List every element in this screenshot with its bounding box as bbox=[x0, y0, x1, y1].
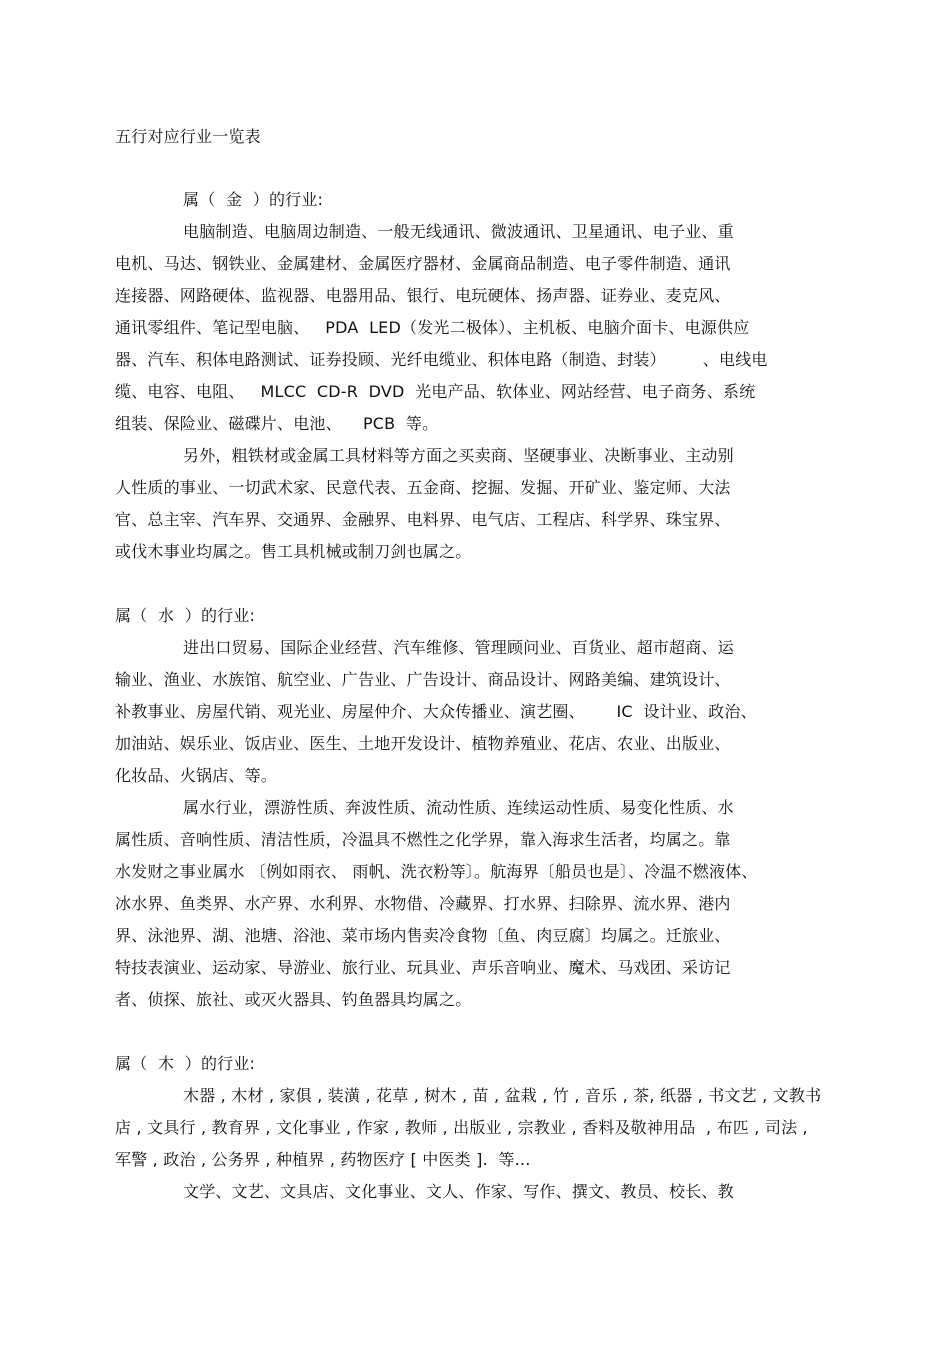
water-line: 进出口贸易、国际企业经营、汽车维修、管理顾问业、百货业、超市超商、运 bbox=[183, 638, 734, 657]
metal-extra-line: 人性质的事业、一切武术家、民意代表、五金商、挖掘、发掘、开矿业、鉴定师、大法 bbox=[115, 478, 731, 497]
metal-line: 电脑制造、电脑周边制造、一般无线通讯、微波通讯、卫星通讯、电子业、重 bbox=[183, 222, 734, 241]
water-extra-line: 冰水界、鱼类界、水产界、水利界、水物借、冷藏界、打水界、扫除界、流水界、港内 bbox=[115, 894, 731, 913]
water-line: 补教事业、房屋代销、观光业、房屋仲介、大众传播业、演艺圈、 IC 设计业、政治、 bbox=[115, 702, 757, 721]
wood-line: 木器 , 木材 , 家俱 , 装潢 , 花草 , 树木 , 苗 , 盆栽 , 竹 , 音乐 , 茶, 纸器 , 书文艺 , 文教书 bbox=[183, 1086, 822, 1105]
metal-line: 通讯零组件、笔记型电脑、 PDA LED（发光二极体）、主机板、电脑介面卡、电源供应 bbox=[115, 318, 750, 337]
water-line: 加油站、娱乐业、饭店业、医生、土地开发设计、植物养殖业、花店、农业、出版业、 bbox=[115, 734, 731, 753]
metal-line: 连接器、网路硬体、监视器、电器用品、银行、电玩硬体、扬声器、证券业、麦克风、 bbox=[115, 286, 731, 305]
metal-extra-line: 官、总主宰、汽车界、交通界、金融界、电料界、电气店、工程店、科学界、珠宝界、 bbox=[115, 510, 731, 529]
water-heading: 属（ 水 ）的行业: bbox=[115, 606, 256, 625]
metal-line: 组装、保险业、磁碟片、电池、 PCB 等。 bbox=[115, 414, 439, 433]
water-extra-line: 界、泳池界、湖、池塘、浴池、菜市场内售卖冷食物〔鱼、肉豆腐〕均属之。迁旅业、 bbox=[115, 926, 731, 945]
wood-heading: 属（ 木 ）的行业: bbox=[115, 1054, 256, 1073]
metal-heading: 属（ 金 ）的行业: bbox=[183, 190, 324, 209]
metal-extra-line: 另外，粗铁材或金属工具材料等方面之买卖商、坚硬事业、决断事业、主动别 bbox=[183, 446, 734, 465]
metal-line: 器、汽车、积体电路测试、证券投顾、光纤电缆业、积体电路（制造、封装） 、电线电 bbox=[115, 350, 768, 369]
metal-line: 缆、电容、电阻、 MLCC CD-R DVD 光电产品、软体业、网站经营、电子商务、系统 bbox=[115, 382, 756, 401]
water-line: 化妆品、火锅店、等。 bbox=[115, 766, 278, 785]
metal-line: 电机、马达、钢铁业、金属建材、金属医疗器材、金属商品制造、电子零件制造、通讯 bbox=[115, 254, 731, 273]
water-extra-line: 属水行业，漂游性质、奔波性质、流动性质、连续运动性质、易变化性质、水 bbox=[183, 798, 734, 817]
water-line: 输业、渔业、水族馆、航空业、广告业、广告设计、商品设计、网路美编、建筑设计、 bbox=[115, 670, 731, 689]
doc-title: 五行对应行业一览表 bbox=[115, 127, 261, 146]
water-extra-line: 特技表演业、运动家、导游业、旅行业、玩具业、声乐音响业、魔术、马戏团、采访记 bbox=[115, 958, 731, 977]
water-extra-line: 水发财之事业属水 〔例如雨衣、 雨帆、洗衣粉等〕。航海界〔船员也是〕、冷温不燃液体、 bbox=[115, 862, 758, 881]
water-extra-line: 属性质、音响性质、清洁性质，冷温具不燃性之化学界，靠入海求生活者，均属之。靠 bbox=[115, 830, 731, 849]
water-extra-line: 者、侦探、旅社、或灭火器具、钓鱼器具均属之。 bbox=[115, 990, 472, 1009]
wood-line: 军警 , 政治 , 公务界 , 种植界 , 药物医疗 [ 中医类 ]. 等... bbox=[115, 1150, 531, 1169]
metal-extra-line: 或伐木事业均属之。售工具机械或制刀剑也属之。 bbox=[115, 542, 472, 561]
wood-extra-line: 文学、文艺、文具店、文化事业、文人、作家、写作、撰文、教员、校长、教 bbox=[183, 1182, 734, 1201]
wood-line: 店 , 文具行 , 教育界 , 文化事业 , 作家 , 教师 , 出版业 , 宗教业 , 香料及敬神用品 , 布匹 , 司法 , bbox=[115, 1118, 808, 1137]
